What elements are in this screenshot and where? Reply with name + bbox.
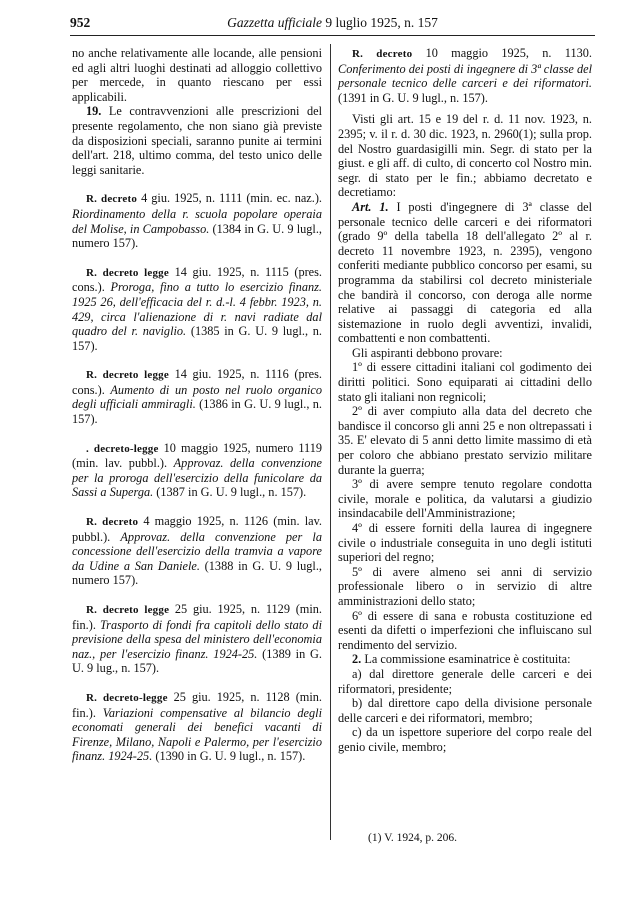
decree-title: Proroga, fino a tutto lo esercizio finanz. 1925 26, dell'efficacia del r. d.-l. 4 febbr. 1923, n. 429, circa l'alienazione di r. navi radiate dal quadro del r. naviglio. <box>72 280 322 339</box>
page-header <box>70 13 595 33</box>
page-number: 952 <box>70 15 91 30</box>
article-19-number: 19. <box>86 104 102 119</box>
footnote: (1) V. 1924, p. 206. <box>368 832 458 844</box>
decree-head: . decreto-legge <box>86 442 159 455</box>
article-1-text: I posti d'ingegnere di 3ª classe del personale tecnico delle carceri e dei riformatori (grado 9º della tabella 18 dell'allegato 2º al r. decreto 11 novembre 1923, n. 2395), vengono conferiti mediante pubblico concorso per esami, su programma da stabilirsi col decreto ministeriale che bandirà il concorso, con deroga alle norme relative ai passaggi di categoria ed alla sistemazione in ruolo degli avventizi, invalidi, combattenti e non combattenti. <box>338 199 592 346</box>
requisite-item: 3º di avere sempre tenuto regolare condotta civile, morale e politica, da valutarsi a giudizio insindacabile dell'Amministrazione; <box>338 477 592 521</box>
decree-entry-1385 <box>72 265 322 354</box>
decree-ref: (1386 in G. U. 9 lugl., n. 157). <box>72 397 322 427</box>
requisite-item: 5º di avere almeno sei anni di servizio professionale libero o in servizio di altre amministrazioni dello stato; <box>338 564 592 608</box>
decree-title: Approvaz. della convenzione per la proroga dell'esercizio della funicolare da Sassi a Superga. <box>72 456 322 500</box>
article-2 <box>338 652 592 667</box>
decree-lead: 14 giu. 1925, n. 1116 (pres. cons.). <box>72 367 322 397</box>
article-2-text: La commissione esaminatrice è costituita: <box>364 652 571 667</box>
decree-ref: (1390 in G. U. 9 lugl., n. 157). <box>155 749 306 764</box>
decree-entry-1384 <box>72 191 322 250</box>
decree-lead: 25 giu. 1925, n. 1129 (min. fin.). <box>72 602 322 632</box>
decree-title: Approvaz. della convenzione per la concessione dell'esercizio della tramvia a vapore da Udine a San Daniele. <box>72 529 323 573</box>
decree-entry-1390 <box>72 690 322 764</box>
decree-title: Conferimento dei posti di ingegnere di 3ª classe del personale tecnico delle carceri e dei riformatori. <box>338 61 592 91</box>
decree-entry-1387 <box>72 441 322 500</box>
decree-ref: (1389 in G. U. 9 lug., n. 157). <box>72 646 322 676</box>
article-1 <box>338 200 592 346</box>
decree-head: R. decreto legge <box>86 604 170 616</box>
right-column <box>338 46 592 755</box>
article-19-text: Le contravvenzioni alle prescrizioni del presente regolamento, che non siano già previste da disposizioni speciali, saranno punite ai termini dell'art. 218, ultimo comma, del testo unico delle leggi sanitarie. <box>72 104 322 177</box>
decree-entry-1389 <box>72 602 322 676</box>
decree-head: R. decreto <box>86 516 139 529</box>
requisite-item: 1º di essere cittadini italiani col godimento dei diritti politici. Sono equiparati ai cittadini dello stato gli italiani non regnicoli; <box>338 360 592 404</box>
commission-member: a) dal direttore generale delle carceri e dei riformatori, presidente; <box>338 666 592 696</box>
decree-head: R. decreto <box>86 193 138 206</box>
left-column <box>72 46 322 764</box>
decree-ref: (1388 in G. U. 9 lugl., numero 157). <box>72 558 322 588</box>
commission-member: b) dal direttore capo della divisione personale delle carceri e dei riformatori, membro; <box>338 696 592 725</box>
decree-title: Aumento di un posto nel ruolo organico degli ufficiali ammiragli. <box>72 382 322 412</box>
requisite-item: 6º di essere di sana e robusta costituzione ed esenti da difetti o imperfezioni che influiscano sul rendimento del servizio. <box>338 608 592 652</box>
decree-entry-1388 <box>72 514 322 588</box>
article-1-label: Art. 1. <box>352 199 389 214</box>
decree-head: R. decreto legge <box>86 369 169 382</box>
decree-title: Riordinamento della r. scuola popolare operaia del Molise, in Campobasso. <box>72 206 322 236</box>
decree-head: R. decreto-legge <box>86 691 168 704</box>
decree-title: Variazioni compensative al bilancio degli economati generali dei benefici vacanti di Firenze, Milano, Napoli e Palermo, per l'esercizio finanz. 1924-25. <box>72 705 322 764</box>
decree-ref: (1387 in G. U. 9 lugl., n. 157). <box>156 485 307 500</box>
decree-head: R. decreto legge <box>86 266 169 279</box>
article-2-number: 2. <box>352 652 362 667</box>
decree-entry-1391 <box>338 46 592 105</box>
article-19 <box>72 104 322 177</box>
decree-ref: (1385 in G. U. 9 lugl., n. 157). <box>72 324 322 353</box>
requisite-item: 2º di aver compiuto alla data del decreto che bandisce il concorso gli anni 25 e non oltrepassati i 35. E' elevato di 5 anni detto limite massimo di età per coloro che abbiano prestato servizio militare durante la guerra; <box>338 404 592 477</box>
decree-ref: (1384 in G. U. 9 lugl., numero 157). <box>72 221 322 251</box>
issue-date: 9 luglio 1925, n. 157 <box>325 15 438 30</box>
decree-lead: 4 giu. 1925, n. 1111 (min. ec. naz.). <box>141 191 323 206</box>
aspiranti-intro: Gli aspiranti debbono provare: <box>352 345 503 360</box>
preamble: Visti gli art. 15 e 19 del r. d. 11 nov. 1923, n. 2395; v. il r. d. 30 dic. 1923, n. 2960(1); sulla prop. del Nostro guardasigilli min. Segr. di stato per la giust. e gli aff. di culto, di concerto col Nostro min. segr. di stato per le fin.; abbiamo decretato e decretiamo: <box>338 112 592 200</box>
header-title <box>70 13 595 33</box>
requisite-item: 4º di essere forniti della laurea di ingegnere civile o industriale conseguita in uno degli istituti superiori del regno; <box>338 521 592 565</box>
decree-title: Trasporto di fondi fra capitoli dello stato di previsione della spesa del ministero dell'economia naz., per l'esercizio finanz. 1924-25. <box>72 617 322 661</box>
decree-lead: 25 giu. 1925, n. 1128 (min. fin.). <box>72 689 322 720</box>
decree-head: R. decreto <box>352 48 413 60</box>
header-rule <box>70 35 595 36</box>
column-divider <box>330 44 331 840</box>
decree-lead: 4 maggio 1925, n. 1126 (min. lav. pubbl.). <box>72 514 322 544</box>
publication-name: Gazzetta ufficiale <box>227 15 322 30</box>
decree-lead: 14 giu. 1925, n. 1115 (pres. cons.). <box>72 264 322 295</box>
commission-member: c) da un ispettore superiore del corpo reale del genio civile, membro; <box>338 725 592 754</box>
decree-lead: 10 maggio 1925, n. 1130. <box>425 46 593 60</box>
decree-lead: 10 maggio 1925, numero 1119 (min. lav. pubbl.). <box>72 440 322 471</box>
decree-entry-1386 <box>72 367 322 426</box>
decree-ref: (1391 in G. U. 9 lugl., n. 157). <box>338 90 488 105</box>
continued-paragraph: no anche relativamente alle locande, alle pensioni ed agli altri luoghi destinati ad alloggio collettivo per mercede, in quanto riescano per essi applicabili. <box>72 46 322 104</box>
